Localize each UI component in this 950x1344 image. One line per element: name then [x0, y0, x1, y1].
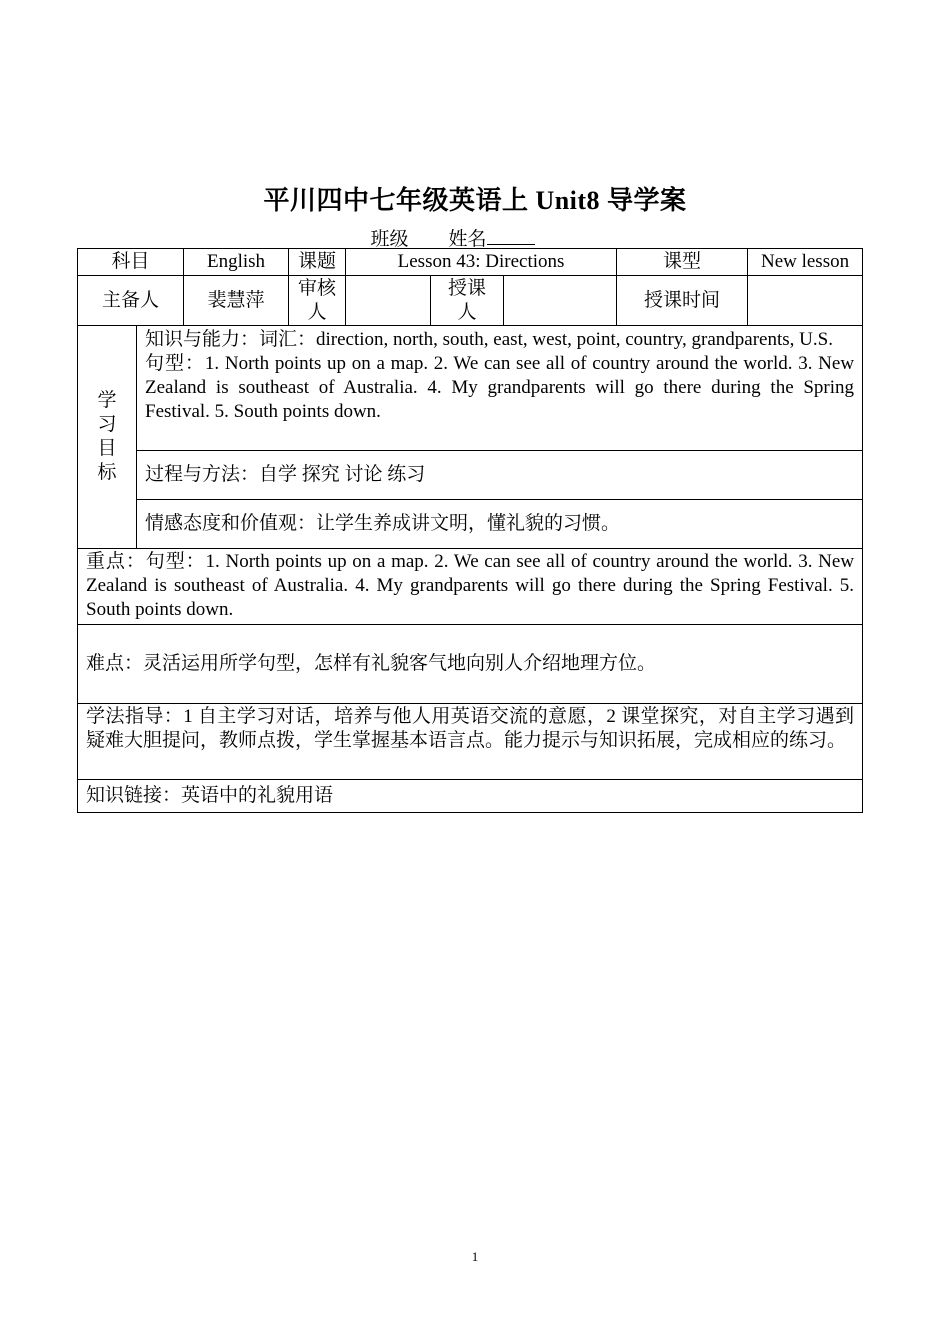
difficulties-text: 难点：灵活运用所学句型，怎样有礼貌客气地向别人介绍地理方位。 — [78, 625, 863, 704]
time-label: 授课时间 — [617, 276, 748, 326]
class-name-line — [0, 224, 905, 251]
objectives-label — [78, 326, 137, 549]
subject-label: 科目 — [78, 249, 184, 276]
name-blank — [487, 226, 535, 245]
teacher-value — [504, 276, 617, 326]
emotion-text: 情感态度和价值观：让学生养成讲文明，懂礼貌的习惯。 — [137, 500, 863, 549]
staff-row — [78, 276, 863, 326]
time-value — [748, 276, 863, 326]
teacher-label-line2: 人 — [457, 301, 477, 323]
type-label: 课型 — [617, 249, 748, 276]
study-guide-text: 学法指导：1 自主学习对话，培养与他人用英语交流的意愿，2 课堂探究，对自主学习遇到疑难大胆提问，教师点拨，学生掌握基本语言点。能力提示与知识拓展，完成相应的练习。 — [78, 704, 863, 780]
page-number: 1 — [471, 1249, 479, 1264]
objectives-process-row — [78, 451, 863, 500]
process-text: 过程与方法：自学 探究 讨论 练习 — [137, 451, 863, 500]
lesson-plan-table — [77, 248, 863, 813]
topic-label: 课题 — [289, 249, 346, 276]
objectives-knowledge-cell — [137, 326, 863, 451]
header-row — [78, 249, 863, 276]
objectives-label-char: 习 — [97, 414, 117, 435]
objectives-label-char: 标 — [97, 462, 117, 483]
preparer-label: 主备人 — [78, 276, 184, 326]
difficulties-row — [78, 625, 863, 704]
teacher-label-line1: 授课 — [448, 277, 487, 299]
teacher-label — [431, 276, 504, 326]
reviewer-label-line2: 人 — [307, 301, 327, 323]
knowledge-link-text: 知识链接：英语中的礼貌用语 — [78, 780, 863, 813]
topic-value: Lesson 43: Directions — [346, 249, 617, 276]
name-label: 姓名 — [448, 229, 487, 250]
key-points-text: 重点：句型：1. North points up on a map. 2. We can see all of country around the world. 3. New Zealand is southeast of Australia. 4. My grandparents will go there during the Spring Festival. 5. South points down. — [78, 549, 863, 625]
reviewer-label-line1: 审核 — [298, 277, 337, 299]
document-title: 平川四中七年级英语上 Unit8 导学案 — [263, 186, 687, 215]
knowledge-text: 知识与能力：词汇：direction, north, south, east, west, point, country, grandparents, U.S. — [145, 329, 833, 350]
reviewer-label — [289, 276, 346, 326]
objectives-emotion-row — [78, 500, 863, 549]
subject-value: English — [184, 249, 289, 276]
key-points-row — [78, 549, 863, 625]
class-label: 班级 — [370, 229, 409, 250]
preparer-value: 裴慧萍 — [184, 276, 289, 326]
type-value: New lesson — [748, 249, 863, 276]
knowledge-link-row — [78, 780, 863, 813]
study-guide-row — [78, 704, 863, 780]
objectives-label-char: 学 — [97, 390, 117, 411]
reviewer-value — [346, 276, 431, 326]
objectives-knowledge-row — [78, 326, 863, 451]
sentences-text: 句型：1. North points up on a map. 2. We can see all of country around the world. 3. New Zealand is southeast of Australia. 4. My grandparents will go there during the Spring Festival. 5. South points down. — [145, 353, 855, 422]
objectives-label-char: 目 — [97, 438, 117, 459]
